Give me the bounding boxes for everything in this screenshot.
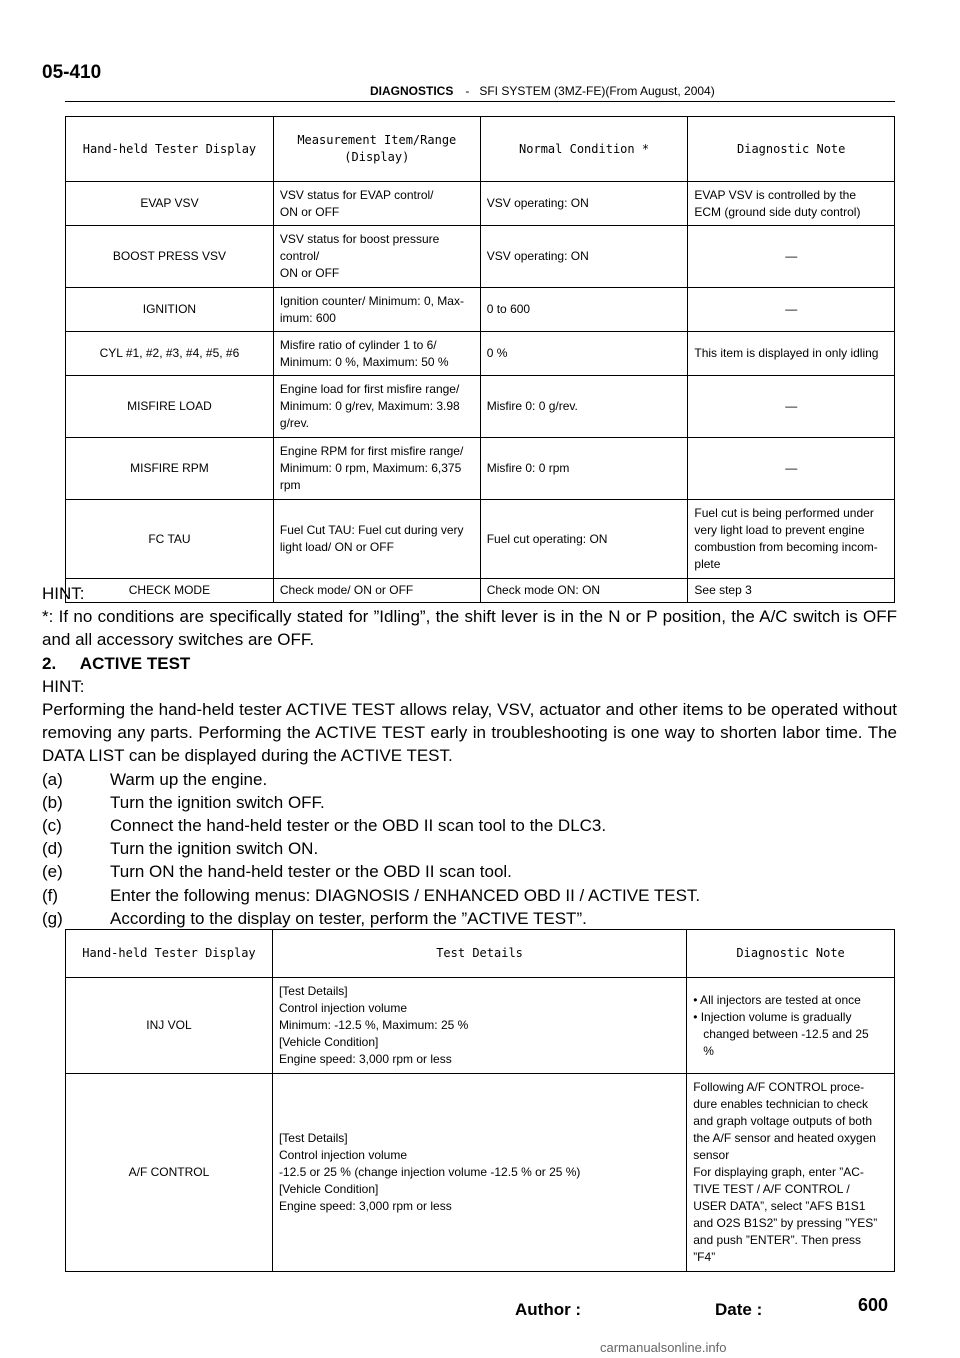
step-text: Turn the ignition switch OFF.	[110, 792, 325, 812]
table-row	[66, 182, 895, 226]
table-cell: Fuel Cut TAU: Fuel cut during very light load/ ON or OFF	[273, 500, 480, 579]
table-cell: Engine load for first misfire range/ Minimum: 0 g/rev, Maximum: 3.98 g/rev.	[273, 376, 480, 438]
table-cell: CHECK MODE	[66, 579, 274, 603]
procedure-step	[42, 814, 897, 837]
table-cell: • All injectors are tested at once • Injection volume is gradually changed between -12.5 and 25 %	[687, 978, 895, 1074]
procedure-step	[42, 791, 897, 814]
table-row	[66, 978, 895, 1074]
table-cell: [Test Details] Control injection volume -12.5 or 25 % (change injection volume -12.5 % or 25 %) [Vehicle Condition] Engine speed: 3,000 rpm or less	[272, 1074, 686, 1272]
column-header: Hand-held Tester Display	[66, 930, 273, 978]
step-mark: (g)	[42, 908, 63, 928]
column-header: Diagnostic Note	[687, 930, 895, 978]
step-text: Enter the following menus: DIAGNOSIS / ENHANCED OBD II / ACTIVE TEST.	[110, 885, 701, 905]
date-label: Date :	[715, 1300, 763, 1319]
column-header: Diagnostic Note	[688, 117, 895, 182]
step-mark: (a)	[42, 769, 63, 789]
table-cell: VSV operating: ON	[480, 182, 688, 226]
table-cell: Check mode ON: ON	[480, 579, 688, 603]
section-heading: 2. ACTIVE TEST	[42, 653, 191, 673]
table-header-row	[66, 930, 895, 978]
column-header: Hand-held Tester Display	[66, 117, 274, 182]
table-cell: —	[688, 226, 895, 288]
table-cell: INJ VOL	[66, 978, 273, 1074]
hint-label: HINT:	[42, 584, 85, 603]
table-cell: Fuel cut is being performed under very light load to prevent engine combustion from becoming incom- plete	[688, 500, 895, 579]
table-cell: This item is displayed in only idling	[688, 332, 895, 376]
step-mark: (e)	[42, 862, 63, 882]
table-row	[66, 332, 895, 376]
table-cell: Misfire 0: 0 rpm	[480, 438, 688, 500]
table-row	[66, 438, 895, 500]
table-cell: FC TAU	[66, 500, 274, 579]
table-cell: —	[688, 438, 895, 500]
table-row	[66, 500, 895, 579]
table-cell: [Test Details] Control injection volume Minimum: -12.5 %, Maximum: 25 % [Vehicle Condition] Engine speed: 3,000 rpm or less	[272, 978, 686, 1074]
step-text: Connect the hand-held tester or the OBD II scan tool to the DLC3.	[110, 816, 607, 836]
column-header: Measurement Item/Range (Display)	[273, 117, 480, 182]
author-label: Author :	[515, 1300, 582, 1319]
column-header: Test Details	[272, 930, 686, 978]
table-row	[66, 1074, 895, 1272]
section-title: DIAGNOSTICS	[370, 84, 454, 98]
header-rule	[65, 101, 895, 102]
table-cell: EVAP VSV	[66, 182, 274, 226]
table-cell: 0 to 600	[480, 288, 688, 332]
table-cell: —	[688, 376, 895, 438]
step-text: Turn ON the hand-held tester or the OBD II scan tool.	[110, 862, 512, 882]
procedure-step	[42, 860, 897, 883]
table-cell: 0 %	[480, 332, 688, 376]
hint-text: Performing the hand-held tester ACTIVE TEST allows relay, VSV, actuator and other items to be operated without removing any parts. Performing the ACTIVE TEST early in troubleshooting is one way to shorten labor time. The DATA LIST can be displayed during the ACTIVE TEST.	[42, 700, 897, 766]
table-cell: VSV status for EVAP control/ ON or OFF	[273, 182, 480, 226]
page-header	[370, 84, 715, 98]
step-text: According to the display on tester, perform the ”ACTIVE TEST”.	[110, 908, 587, 928]
table-row	[66, 226, 895, 288]
procedure-step	[42, 884, 897, 907]
procedure-step	[42, 837, 897, 860]
table-cell: Engine RPM for first misfire range/ Minimum: 0 rpm, Maximum: 6,375 rpm	[273, 438, 480, 500]
table-cell: A/F CONTROL	[66, 1074, 273, 1272]
table-header-row	[66, 117, 895, 182]
step-mark: (c)	[42, 816, 62, 836]
table-cell: VSV operating: ON	[480, 226, 688, 288]
table-cell: Fuel cut operating: ON	[480, 500, 688, 579]
step-mark: (d)	[42, 839, 63, 859]
table-cell: Misfire 0: 0 g/rev.	[480, 376, 688, 438]
table-cell: BOOST PRESS VSV	[66, 226, 274, 288]
watermark: carmanualsonline.info	[600, 1340, 727, 1355]
data-list-table	[65, 116, 895, 603]
hint-label: HINT:	[42, 676, 85, 696]
page-number: 05-410	[42, 62, 102, 83]
hint-text: *: If no conditions are specifically stated for ”Idling”, the shift lever is in the N or P position, the A/C switch is OFF and all accessory switches are OFF.	[42, 607, 897, 650]
procedure-step	[42, 768, 897, 791]
table-cell: MISFIRE LOAD	[66, 376, 274, 438]
table-cell: MISFIRE RPM	[66, 438, 274, 500]
table-cell: IGNITION	[66, 288, 274, 332]
table-cell: EVAP VSV is controlled by the ECM (ground side duty control)	[688, 182, 895, 226]
step-text: Warm up the engine.	[110, 769, 268, 789]
table-cell: Check mode/ ON or OFF	[273, 579, 480, 603]
table-cell: VSV status for boost pressure control/ ON or OFF	[273, 226, 480, 288]
step-mark: (f)	[42, 885, 59, 905]
header-separator: -	[465, 84, 470, 98]
procedure-step	[42, 907, 897, 930]
active-test-table	[65, 929, 895, 1272]
table-cell: Ignition counter/ Minimum: 0, Max- imum: 600	[273, 288, 480, 332]
subsection-title: SFI SYSTEM (3MZ-FE)(From August, 2004)	[479, 84, 715, 98]
body-text	[42, 582, 897, 930]
table-row	[66, 376, 895, 438]
step-mark: (b)	[42, 792, 63, 812]
footer-page-number: 600	[858, 1295, 889, 1315]
table-cell: Following A/F CONTROL proce- dure enables technician to check and graph voltage outputs of both the A/F sensor and heated oxygen sensor For displaying graph, enter ”AC- TIVE TEST / A/F CONTROL / USER DATA”, select ”AFS B1S1 and O2S B1S2” by pressing ”YES” and push ”ENTER”. Then press ”F4”	[687, 1074, 895, 1272]
table-cell: See step 3	[688, 579, 895, 603]
table-row	[66, 288, 895, 332]
step-text: Turn the ignition switch ON.	[110, 839, 319, 859]
table-cell: CYL #1, #2, #3, #4, #5, #6	[66, 332, 274, 376]
table-cell: Misfire ratio of cylinder 1 to 6/ Minimum: 0 %, Maximum: 50 %	[273, 332, 480, 376]
table-cell: —	[688, 288, 895, 332]
column-header: Normal Condition *	[480, 117, 688, 182]
